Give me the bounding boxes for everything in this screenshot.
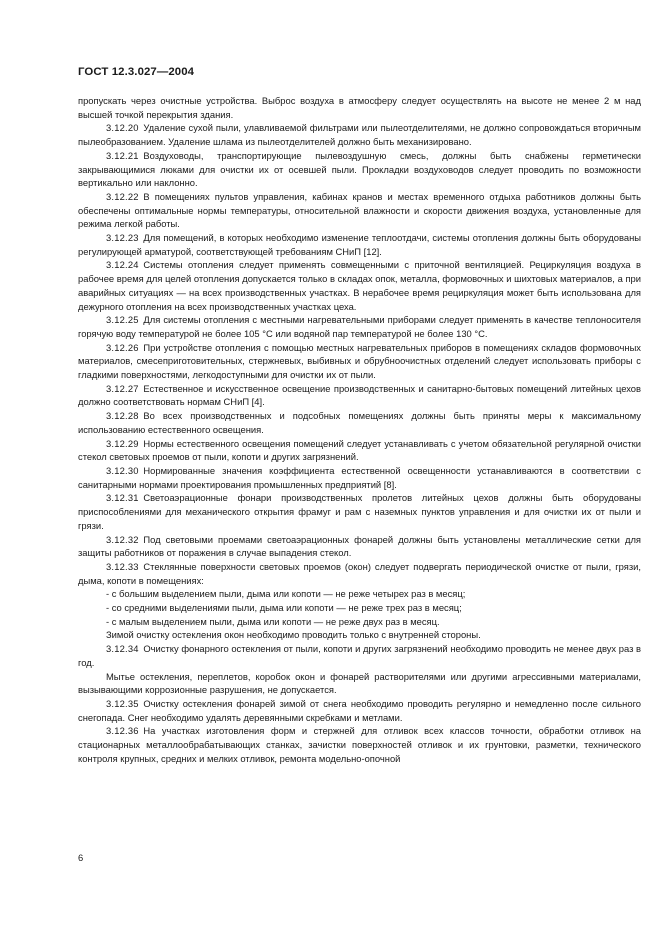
paragraph (78, 628, 641, 642)
clause-paragraph (78, 231, 641, 258)
clause-number: 3.12.25 (106, 314, 139, 326)
clause-number: 3.12.31 (106, 492, 139, 504)
paragraph (78, 94, 641, 121)
document-header: ГОСТ 12.3.027—2004 (78, 66, 195, 78)
clause-paragraph (78, 258, 641, 313)
paragraph-text: Нормированные значения коэффициента естественной освещенности устанавливаются в соответствии с санитарными нормами проектирования промышленных предприятий [8]. (78, 464, 641, 490)
paragraph-text: Очистку фонарного остекления от пыли, копоти и других загрязнений необходимо проводить не менее двух раз в год. (78, 643, 641, 668)
paragraph-text: Зимой очистку остекления окон необходимо проводить только с внутренней стороны. (106, 629, 481, 641)
paragraph-text: Стеклянные поверхности световых проемов (окон) следует подвергать периодической очистке от пыли, грязи, дыма, копоти в помещениях: (78, 560, 641, 586)
clause-paragraph (78, 409, 641, 436)
clause-number: 3.12.33 (106, 560, 139, 572)
paragraph-text: Для системы отопления с местными нагревательными приборами следует применять в качестве теплоносителя горячую воду температурой не более 105 °С или водяной пар температурой не более 130 °С. (78, 314, 641, 339)
paragraph-text: - с большим выделением пыли, дыма или копоти — не реже четырех раз в месяц; (106, 588, 466, 600)
clause-paragraph (78, 724, 641, 765)
clause-paragraph (78, 560, 641, 587)
document-body (78, 94, 641, 765)
list-item (78, 587, 641, 601)
clause-paragraph (78, 121, 641, 148)
paragraph-text: Нормы естественного освещения помещений следует устанавливать с учетом обязательной регулярной очистки стекол световых проемов от пыли, копоти и других загрязнений. (78, 437, 641, 463)
paragraph-text: Во всех производственных и подсобных помещениях должны быть приняты меры к максимальному использованию естественного освещения. (78, 410, 641, 435)
clause-number: 3.12.30 (106, 464, 139, 476)
clause-paragraph (78, 491, 641, 532)
clause-paragraph (78, 464, 641, 491)
paragraph-text: На участках изготовления форм и стержней для отливок всех классов точности, обработки отливок на стационарных металлообрабатывающих станках, зачистки поверхностей отливок и их грунтовки, разметки, технического контроля крупных, средних и мелких отливок, ремонта модельно-опочной (78, 725, 641, 764)
paragraph-text: Для помещений, в которых необходимо изменение теплоотдачи, системы отопления должны быть оборудованы регулирующей арматурой, соответствующей требованиям СНиП [12]. (78, 232, 641, 257)
clause-number: 3.12.27 (106, 382, 139, 394)
list-item (78, 615, 641, 629)
clause-paragraph (78, 533, 641, 560)
paragraph-text: Светоаэрационные фонари производственных пролетов литейных цехов должны быть оборудованы приспособлениями для механического открытия фрамуг и рам с наземных пунктов управления и для очистки их от пыли и грязи. (78, 492, 641, 531)
paragraph-text: пропускать через очистные устройства. Выброс воздуха в атмосферу следует осуществлять на высоте не менее 2 м над высшей точкой перекрытия здания. (78, 95, 641, 120)
paragraph-text: Системы отопления следует применять совмещенными с приточной вентиляцией. Рециркуляция воздуха в рабочее время для целей отопления допускается только в складах опок, металла, формовочных и шихтовых материалов, а при аварийных ситуациях — на всех производственных участках. В нерабочее время рециркуляция может быть использована для дежурного отопления на всех производственных участках цеха. (78, 259, 641, 312)
clause-number: 3.12.20 (106, 122, 139, 134)
clause-paragraph (78, 190, 641, 231)
clause-number: 3.12.24 (106, 259, 139, 271)
paragraph-text: Воздуховоды, транспортирующие пылевоздушную смесь, должны быть снабжены герметически закрывающимися люками для очистки их от осевшей пыли. Прокладки воздуховодов следует проводить по возможности вертикально или наклонно. (78, 149, 641, 189)
paragraph-text: В помещениях пультов управления, кабинах кранов и местах временного отдыха работников должны быть обеспечены оптимальные нормы температуры, относительной влажности и скорости движения воздуха, установленные для режима легкой работы. (78, 190, 641, 230)
paragraph-text: Естественное и искусственное освещение производственных и санитарно-бытовых помещений литейных цехов должно соответствовать нормам СНиП [4]. (78, 382, 641, 408)
list-item (78, 601, 641, 615)
clause-paragraph (78, 697, 641, 724)
clause-number: 3.12.36 (106, 725, 139, 737)
clause-paragraph (78, 437, 641, 464)
clause-paragraph (78, 382, 641, 409)
clause-number: 3.12.21 (106, 149, 139, 161)
clause-number: 3.12.22 (106, 190, 139, 202)
clause-paragraph (78, 642, 641, 669)
paragraph-text: Удаление сухой пыли, улавливаемой фильтрами или пылеотделителями, не должно сопровождаться вторичным пылеобразованием. Удаление шлама из пылеотделителей должно быть механизировано. (78, 122, 641, 148)
clause-paragraph (78, 313, 641, 340)
clause-paragraph (78, 149, 641, 190)
paragraph-text: Под световыми проемами светоаэрационных фонарей должны быть установлены металлические сетки для защиты работников от поражения в случае выпадения стекол. (78, 533, 641, 559)
clause-number: 3.12.26 (106, 341, 139, 353)
clause-number: 3.12.29 (106, 437, 139, 449)
page-number: 6 (78, 852, 84, 863)
paragraph (78, 670, 641, 697)
clause-number: 3.12.35 (106, 697, 139, 709)
paragraph-text: Очистку остекления фонарей зимой от снега необходимо проводить регулярно и немедленно после сильного снегопада. Снег необходимо удалять деревянными скребками и метлами. (78, 697, 641, 723)
paragraph-text: - с малым выделением пыли, дыма или копоти — не реже двух раз в месяц. (106, 615, 440, 627)
clause-paragraph (78, 341, 641, 382)
clause-number: 3.12.32 (106, 533, 139, 545)
paragraph-text: - со средними выделениями пыли, дыма или копоти — не реже трех раз в месяц; (106, 602, 462, 614)
paragraph-text: При устройстве отопления с помощью местных нагревательных приборов в помещениях складов формовочных материалов, смесеприготовительных, стержневых, выбивных и обрубноочистных отделений следует использовать приборы с гладкими поверхностями, легкодоступными для очистки их от пыли. (78, 341, 641, 381)
clause-number: 3.12.34 (106, 643, 139, 655)
clause-number: 3.12.23 (106, 232, 139, 244)
paragraph-text: Мытье остекления, переплетов, коробок окон и фонарей растворителями или другими агрессивными материалами, вызывающими коррозионные разрушения, не допускается. (78, 670, 641, 696)
clause-number: 3.12.28 (106, 410, 139, 422)
